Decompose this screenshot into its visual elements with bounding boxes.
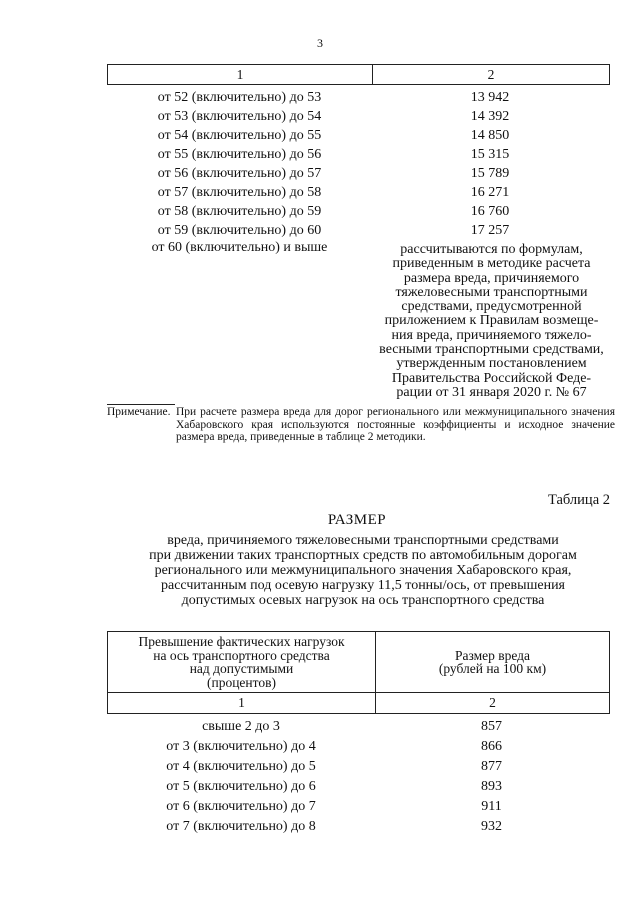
value-cell: 13 942 (470, 90, 510, 105)
range-cell: от 55 (включительно) до 56 (157, 147, 322, 162)
table-row (107, 202, 610, 221)
table2-col2-number: 2 (489, 695, 496, 710)
note-text: При расчете размера вреда для дорог регионального или межмуниципального значения Хабаровского края используются постоянные коэффициенты и исходное значение размера вреда, приведенные в таблице 2 методики. (176, 406, 615, 443)
value-cell: 893 (481, 779, 502, 794)
value-line: Правительства Российской Феде- (391, 370, 592, 386)
range-cell: от 56 (включительно) до 57 (157, 166, 322, 181)
table-row (107, 757, 610, 776)
value-cell: 866 (481, 739, 502, 754)
page-number: 3 (317, 36, 323, 50)
value-cell: 14 850 (470, 128, 510, 143)
range-cell: свыше 2 до 3 (202, 719, 280, 734)
value-line: рации от 31 января 2020 г. № 67 (396, 384, 587, 400)
range-cell: от 4 (включительно) до 5 (166, 759, 316, 774)
table-row (107, 777, 610, 796)
table-row (107, 164, 610, 183)
value-cell: 877 (481, 759, 502, 774)
range-cell: от 54 (включительно) до 55 (157, 128, 322, 143)
footnote (107, 406, 615, 444)
value-cell: 17 257 (470, 223, 510, 238)
table-row (107, 221, 610, 240)
table2-col1-number: 1 (108, 693, 376, 713)
value-line: средствами, предусмотренной (401, 299, 582, 315)
value-cell: 911 (481, 799, 502, 814)
range-cell: от 59 (включительно) до 60 (157, 223, 322, 238)
table2-header-col2 (376, 632, 609, 692)
header-line: над допустимыми (189, 661, 294, 676)
value-line: ния вреда, причиняемого тяжело- (391, 327, 592, 343)
value-cell: 16 760 (470, 204, 510, 219)
range-cell: от 6 (включительно) до 7 (166, 799, 316, 814)
value-line: рассчитываются по формулам, (400, 242, 583, 257)
note-divider (107, 404, 175, 405)
value-cell: 932 (481, 819, 502, 834)
table-row (107, 797, 610, 816)
range-cell: от 3 (включительно) до 4 (166, 739, 316, 754)
last-value-cell (369, 243, 614, 400)
table-row (107, 126, 610, 145)
subtitle-line: регионального или межмуниципального значения Хабаровского края, (154, 563, 572, 578)
table-row (107, 817, 610, 836)
subtitle-line: вреда, причиняемого тяжеловесными транспортными средствами (167, 533, 559, 548)
table-row (107, 145, 610, 164)
header-line: на ось транспортного средства (153, 647, 330, 663)
table2-header-col1 (108, 632, 376, 692)
table1-col1-number: 1 (108, 65, 373, 84)
table-row (107, 88, 610, 107)
value-cell: 857 (481, 719, 502, 734)
value-line: приложением к Правилам возмеще- (384, 313, 599, 329)
header-line: Размер вреда (454, 647, 531, 663)
header-line: (процентов) (206, 674, 276, 690)
range-cell: от 58 (включительно) до 59 (157, 204, 322, 219)
value-cell: 16 271 (470, 185, 510, 200)
value-line: размера вреда, причиняемого (403, 270, 580, 286)
table-row (107, 107, 610, 126)
header-line: (рублей на 100 км) (438, 661, 547, 676)
table2-header (107, 631, 610, 693)
subtitle-line: при движении таких транспортных средств по автомобильным дорогам (149, 548, 577, 563)
header-line: Превышение фактических нагрузок (138, 634, 345, 649)
range-cell: от 7 (включительно) до 8 (166, 819, 316, 834)
table-row (107, 183, 610, 202)
value-line: весными транспортными средствами, (379, 342, 604, 358)
value-line: утвержденным постановлением (396, 356, 587, 372)
last-range-cell: от 60 (включительно) и выше (151, 240, 328, 255)
section-title: РАЗМЕР (327, 512, 387, 528)
table2-number-header (107, 693, 610, 714)
subtitle-line: допустимых осевых нагрузок на ось транспортного средства (181, 593, 545, 608)
range-cell: от 5 (включительно) до 6 (166, 779, 316, 794)
range-cell: от 52 (включительно) до 53 (157, 90, 322, 105)
note-label: Примечание. (107, 406, 171, 418)
subtitle-line: рассчитанным под осевую нагрузку 11,5 тонны/ось, от превышения (160, 578, 565, 593)
section-subtitle (107, 533, 619, 608)
value-cell: 15 315 (470, 147, 510, 162)
value-line: приведенным в методике расчета (392, 256, 591, 272)
table2-label: Таблица 2 (547, 492, 610, 508)
range-cell: от 57 (включительно) до 58 (157, 185, 322, 200)
range-cell: от 53 (включительно) до 54 (157, 109, 322, 124)
value-cell: 15 789 (470, 166, 510, 181)
table2 (107, 631, 610, 714)
value-line: тяжеловесными транспортными (395, 284, 588, 300)
table1-col2-number: 2 (487, 67, 495, 82)
table-row (107, 737, 610, 756)
table1-number-header (107, 64, 610, 85)
table-row (107, 717, 610, 736)
value-cell: 14 392 (470, 109, 510, 124)
